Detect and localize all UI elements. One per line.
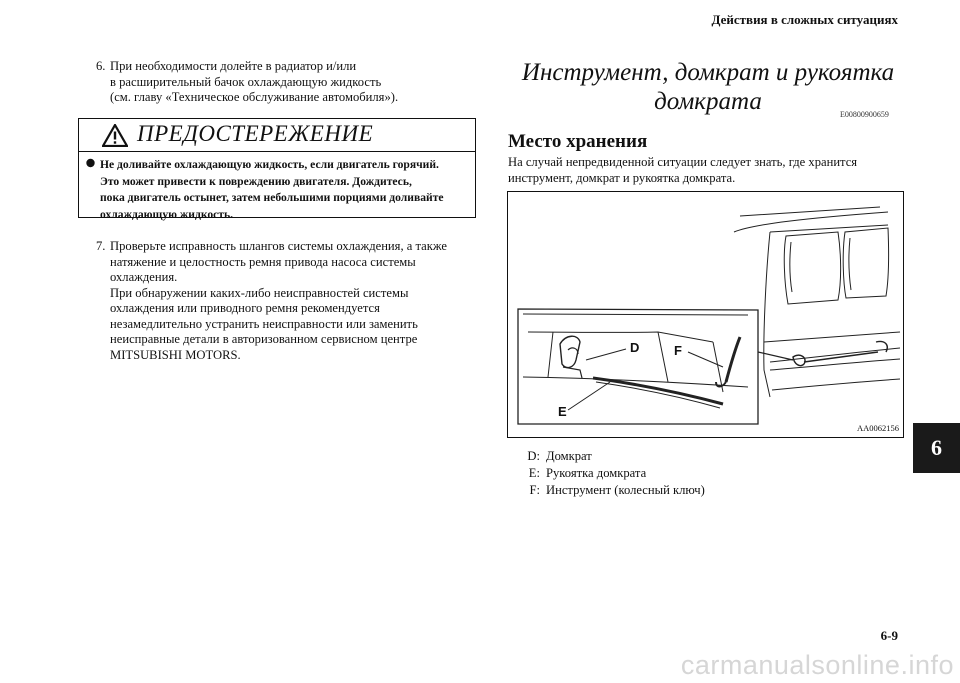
step-6-number: 6. (96, 59, 106, 73)
legend-text: Рукоятка домкрата (546, 466, 647, 480)
warning-box (78, 118, 476, 221)
legend-item (518, 465, 705, 482)
warning-text (85, 156, 469, 223)
step-7-line: незамедлительно устранить неисправности или заменить (110, 316, 418, 331)
legend-text: Домкрат (546, 449, 592, 463)
step-7-line: натяжение и целостность ремня привода насоса системы (110, 254, 416, 269)
subsection-title: Место хранения (508, 131, 648, 152)
intro-text (508, 155, 908, 186)
luggage-compartment-illustration (508, 192, 903, 437)
step-6-line: (см. главу «Техническое обслуживание автомобиля»). (110, 90, 399, 104)
watermark: carmanualsonline.info (680, 650, 954, 680)
warning-triangle-icon (102, 124, 128, 147)
step-7-number: 7. (96, 239, 106, 253)
warning-line: охлаждающую жидкость. (100, 207, 234, 221)
warning-title: ПРЕДОСТЕРЕЖЕНИЕ (137, 121, 374, 146)
step-7-line: MITSUBISHI MOTORS. (110, 347, 241, 362)
warning-line: пока двигатель остынет, затем небольшими порциями доливайте (100, 191, 444, 204)
running-header: Действия в сложных ситуациях (711, 12, 898, 27)
section-title-line: Инструмент, домкрат и рукоятка (521, 59, 895, 86)
section-code: E00800900659 (840, 110, 889, 119)
legend-item (518, 482, 705, 499)
step-7-line: охлаждения или приводного ремня рекомендуется (110, 301, 380, 315)
legend-text: Инструмент (колесный ключ) (546, 483, 705, 497)
warning-line: Это может привести к повреждению двигателя. Дождитесь, (100, 174, 412, 188)
section-title (508, 58, 908, 116)
warning-line: Не доливайте охлаждающую жидкость, если двигатель горячий. (100, 158, 439, 171)
section-title-line: домкрата (654, 88, 762, 115)
bullet-icon (85, 157, 97, 169)
intro-line: На случай непредвиденной ситуации следует знать, где хранится (508, 155, 858, 169)
page-number: 6-9 (880, 628, 898, 643)
legend-key: D: (527, 449, 540, 463)
step-7 (96, 239, 496, 363)
figure-legend (518, 448, 705, 499)
step-7-line: Проверьте исправность шлангов системы охлаждения, а также (110, 239, 447, 253)
step-7-line: охлаждения. (110, 270, 178, 284)
legend-key: F: (529, 483, 540, 497)
callout-d: D (630, 340, 640, 355)
warning-header (79, 119, 475, 152)
callout-f: F (674, 343, 682, 358)
legend-key: E: (528, 466, 540, 480)
figure (507, 191, 904, 438)
step-6-line: в расширительный бачок охлаждающую жидкость (110, 74, 382, 89)
figure-id: AA0062156 (856, 423, 899, 433)
callout-e: E (558, 404, 567, 419)
intro-line: инструмент, домкрат и рукоятка домкрата. (508, 170, 736, 185)
step-7-line: неисправные детали в авторизованном сервисном центре (110, 332, 418, 346)
step-6 (96, 59, 496, 106)
chapter-tab: 6 (913, 423, 960, 473)
step-6-line: При необходимости долейте в радиатор и/или (110, 59, 357, 73)
legend-item (518, 448, 705, 465)
step-7-line: При обнаружении каких-либо неисправностей системы (110, 285, 409, 300)
